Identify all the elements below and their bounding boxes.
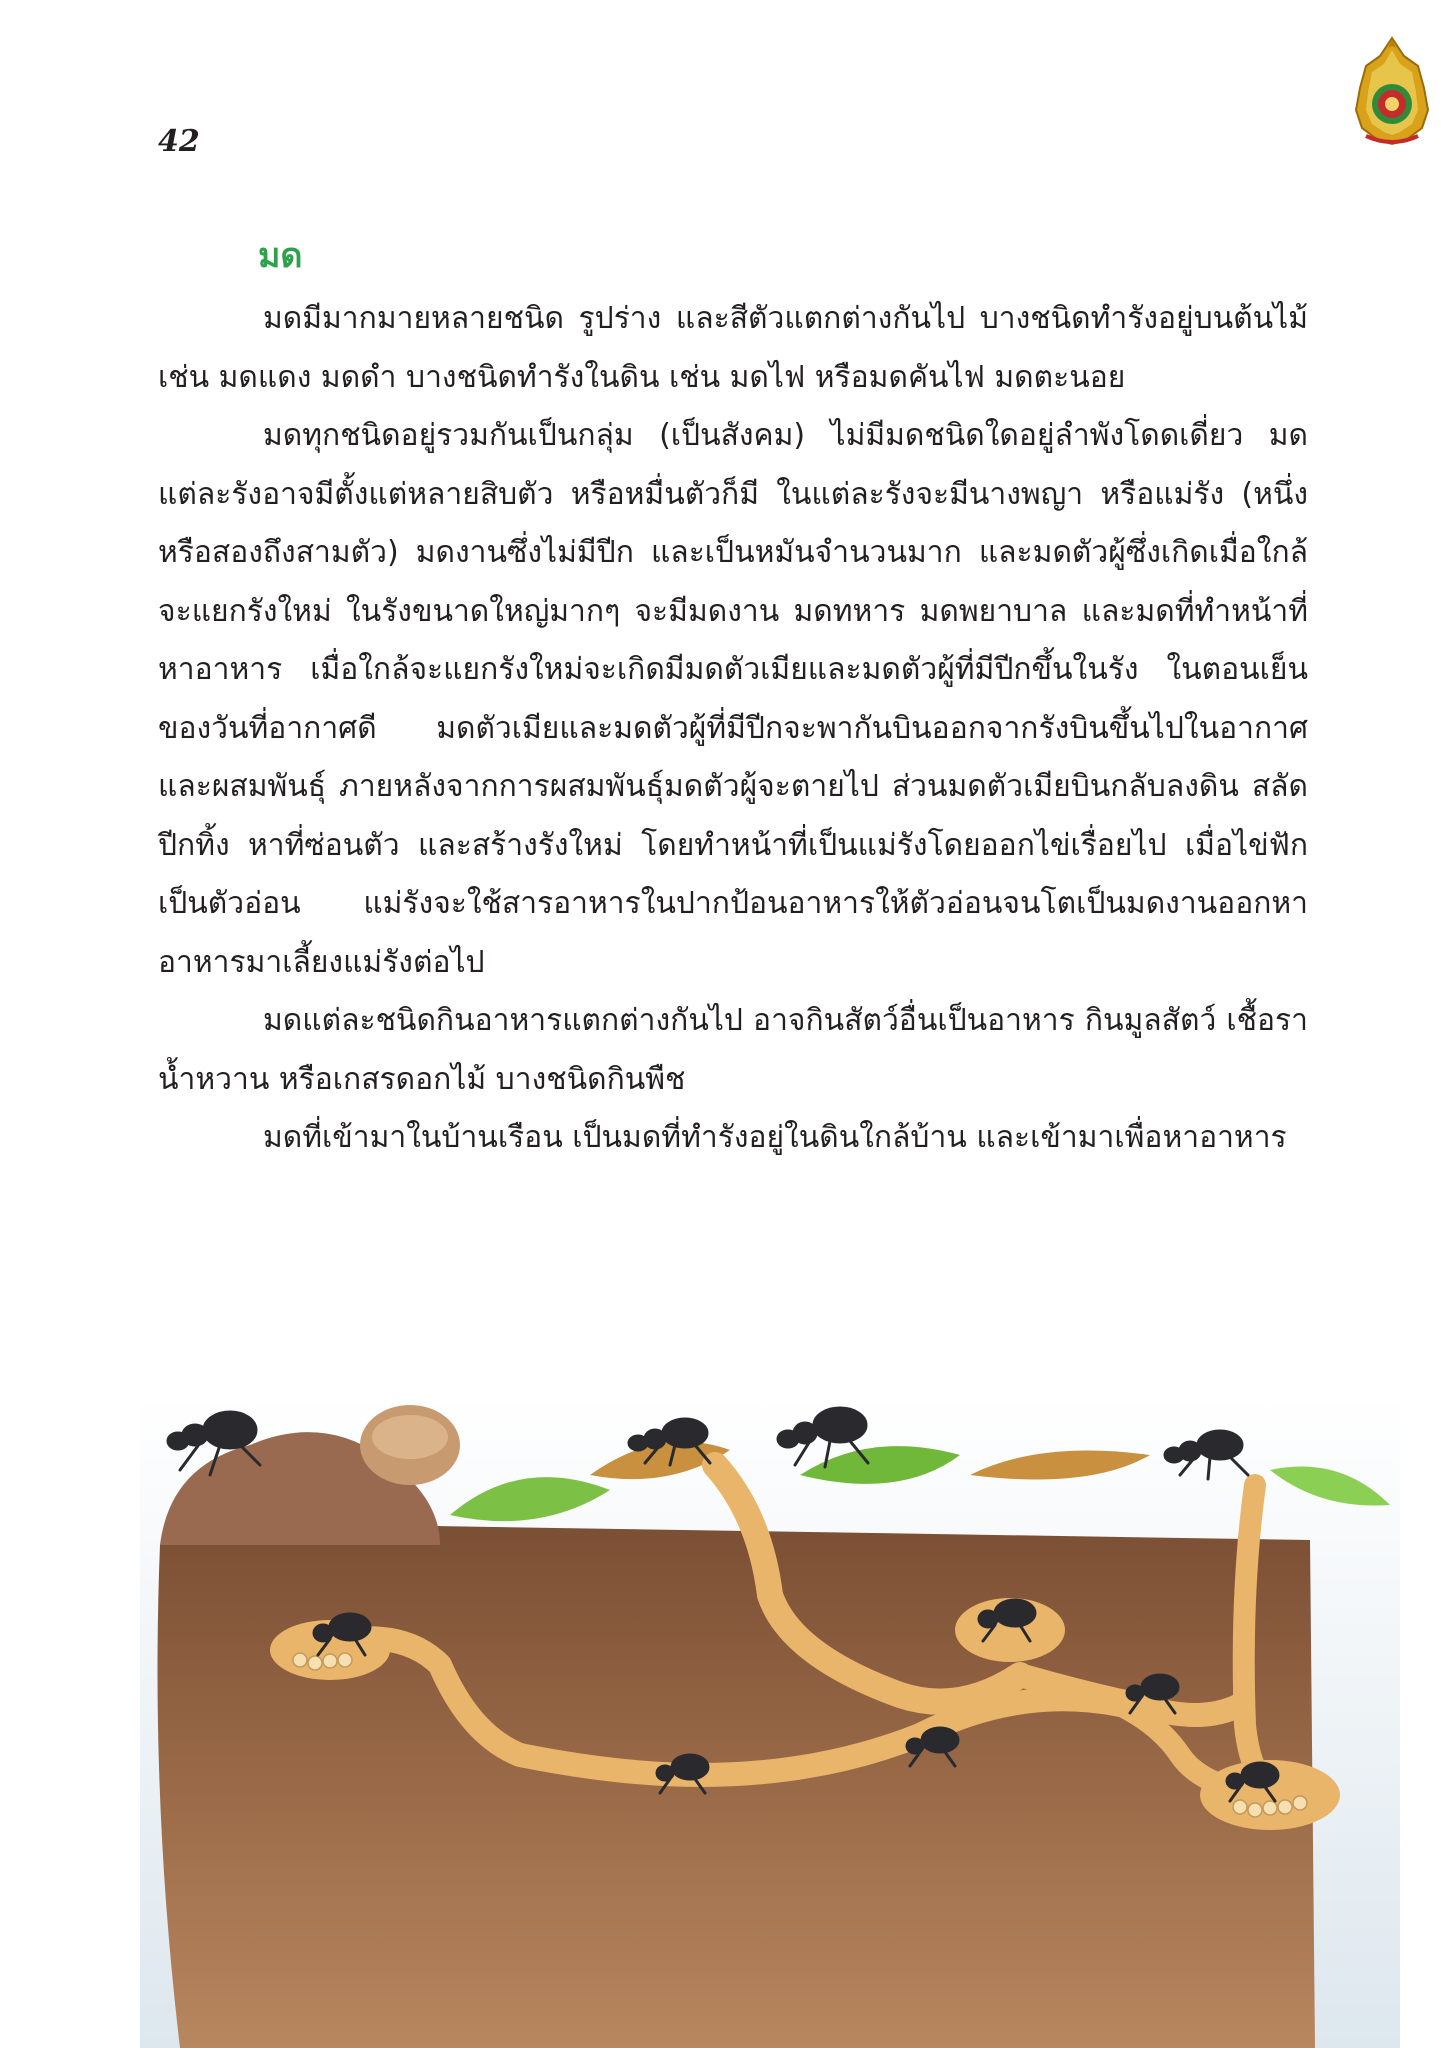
paragraph-3: มดแต่ละชนิดกินอาหารแตกต่างกันไป อาจกินสัตว์อื่นเป็นอาหาร กินมูลสัตว์ เชื้อรา น้ำหวาน หรือเกสรดอกไม้ บางชนิดกินพืช bbox=[158, 1003, 1308, 1097]
section-heading: มด bbox=[258, 236, 303, 276]
school-emblem-icon bbox=[1352, 36, 1432, 146]
paragraph-1: มดมีมากมายหลายชนิด รูปร่าง และสีตัวแตกต่างกันไป บางชนิดทำรังอยู่บนต้นไม้ เช่น มดแดง มดดำ บางชนิดทำรังในดิน เช่น มดไฟ หรือมดคันไฟ มดตะนอย bbox=[158, 301, 1308, 395]
paragraph-4: มดที่เข้ามาในบ้านเรือน เป็นมดที่ทำรังอยู่ในดินใกล้บ้าน และเข้ามาเพื่อหาอาหาร bbox=[263, 1120, 1287, 1155]
ant-nest-illustration bbox=[140, 1395, 1400, 2048]
page-number: 42 bbox=[158, 124, 200, 159]
body-text bbox=[158, 290, 1308, 1168]
paragraph-2: มดทุกชนิดอยู่รวมกันเป็นกลุ่ม (เป็นสังคม) ไม่มีมดชนิดใดอยู่ลำพังโดดเดี่ยว มดแต่ละรังอาจมีตั้งแต่หลายสิบตัว หรือหมื่นตัวก็มี ในแต่ละรังจะมีนางพญา หรือแม่รัง (หนึ่งหรือสองถึงสามตัว) มดงานซึ่งไม่มีปีก และเป็นหมันจำนวนมาก และมดตัวผู้ซึ่งเกิดเมื่อใกล้จะแยกรังใหม่ ในรังขนาดใหญ่มากๆ จะมีมดงาน มดทหาร มดพยาบาล และมดที่ทำหน้าที่หาอาหาร เมื่อใกล้จะแยกรังใหม่จะเกิดมีมดตัวเมียและมดตัวผู้ที่มีปีกขึ้นในรัง ในตอนเย็นของวันที่อากาศดี มดตัวเมียและมดตัวผู้ที่มีปีกจะพากันบินออกจากรังบินขึ้นไปในอากาศและผสมพันธุ์ ภายหลังจากการผสมพันธุ์มดตัวผู้จะตายไป ส่วนมดตัวเมียบินกลับลงดิน สลัดปีกทิ้ง หาที่ซ่อนตัว และสร้างรังใหม่ โดยทำหน้าที่เป็นแม่รังโดยออกไข่เรื่อยไป เมื่อไข่ฟักเป็นตัวอ่อน แม่รังจะใช้สารอาหารในปากป้อนอาหารให้ตัวอ่อนจนโตเป็นมดงานออกหาอาหารมาเลี้ยงแม่รังต่อไป bbox=[158, 418, 1308, 980]
